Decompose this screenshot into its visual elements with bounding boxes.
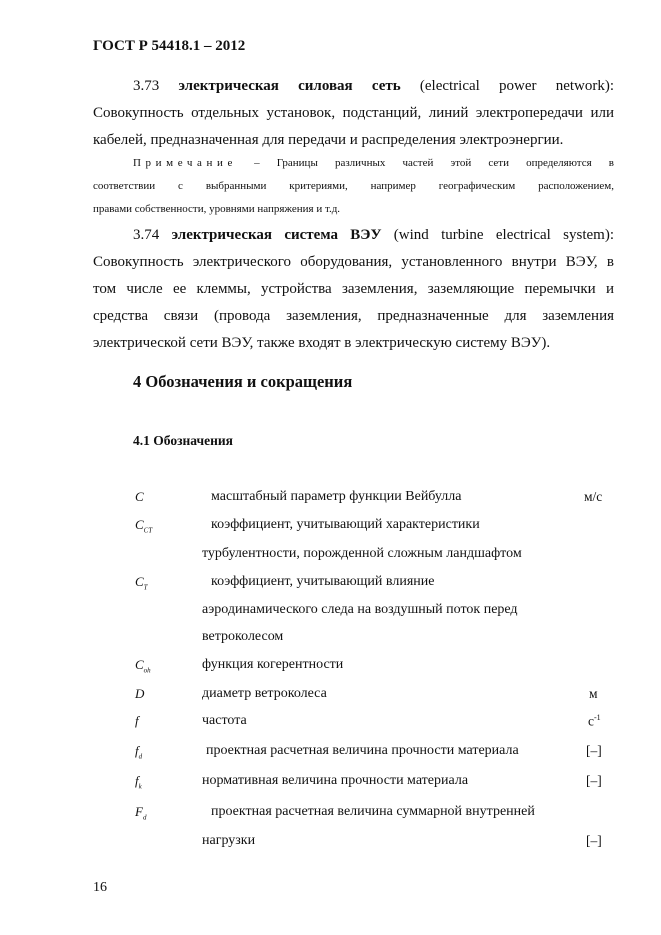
page-number: 16 xyxy=(93,880,107,895)
term-3-74-line1 xyxy=(93,222,614,249)
symbol-definition: нормативная величина прочности материала xyxy=(202,773,469,788)
term-number: 3.74 xyxy=(133,227,160,243)
symbol-definition: проектная расчетная величина прочности материала xyxy=(206,743,519,758)
note-line3: правами собственности, уровнями напряжения и т.д. xyxy=(93,203,341,215)
symbol-definition: частота xyxy=(202,713,247,728)
symbol-F-d: $F_d$ xyxy=(135,804,147,822)
symbol-definition: функция когерентности xyxy=(202,657,344,672)
symbol-unit: [–] xyxy=(586,833,602,848)
symbol-unit: м xyxy=(589,686,598,701)
symbol-C-oh: $C_{oh}$ xyxy=(135,657,151,675)
section-title: 4 Обозначения и сокращения xyxy=(133,372,353,391)
symbol-definition: диаметр ветроколеса xyxy=(202,686,327,701)
term-3-73-line3: кабелей, предназначенная для передачи и распределения электроэнергии. xyxy=(93,132,564,148)
note-label: Примечание xyxy=(133,157,237,169)
term-title: электрическая система ВЭУ xyxy=(171,227,382,243)
symbol-f: f xyxy=(135,713,139,728)
note-text: – Границы различных частей этой сети определяются в xyxy=(254,157,614,169)
term-english: (electrical power network): xyxy=(419,78,615,94)
symbol-definition: коэффициент, учитывающий характеристики xyxy=(211,517,480,532)
symbol-D: D xyxy=(135,686,145,701)
symbol-unit: [–] xyxy=(586,743,602,758)
note-line1 xyxy=(93,152,614,174)
symbol-definition: проектная расчетная величина суммарной внутренней xyxy=(211,804,535,819)
symbol-f-k: $f_k$ xyxy=(135,773,142,791)
symbol-definition: коэффициент, учитывающий влияние xyxy=(211,574,435,589)
term-3-74-line3: том числе ее клеммы, устройства заземления, заземляющие перемычки и xyxy=(93,281,614,297)
symbol-unit: [–] xyxy=(586,773,602,788)
symbol-C: C xyxy=(135,489,144,504)
symbol-f-d: $f_d$ xyxy=(135,743,143,761)
symbol-unit: $с^{-1}$ xyxy=(588,713,601,729)
term-english: (wind turbine electrical system): xyxy=(393,227,614,243)
symbol-definition-cont: аэродинамического следа на воздушный поток перед xyxy=(202,602,518,617)
symbol-definition-cont: турбулентности, порожденной сложным ландшафтом xyxy=(202,546,522,561)
term-3-73-line2: Совокупность отдельных установок, подстанций, линий электропередачи или xyxy=(93,105,614,121)
term-title: электрическая силовая сеть xyxy=(178,78,401,94)
document-header: ГОСТ Р 54418.1 – 2012 xyxy=(93,38,246,54)
term-3-74-line2: Совокупность электрического оборудования, установленного внутри ВЭУ, в xyxy=(93,254,614,270)
subsection-title: 4.1 Обозначения xyxy=(133,433,233,448)
symbol-unit: м/с xyxy=(584,489,603,504)
term-3-74-line5: электрической сети ВЭУ, также входят в электрическую систему ВЭУ). xyxy=(93,335,551,351)
term-3-73-line1 xyxy=(93,73,614,100)
symbol-definition-cont: ветроколесом xyxy=(202,629,284,644)
symbol-C-CT: $C_{CT}$ xyxy=(135,517,153,535)
term-number: 3.73 xyxy=(133,78,160,94)
term-3-74-line4: средства связи (провода заземления, предназначенные для заземления xyxy=(93,308,614,324)
symbol-definition: масштабный параметр функции Вейбулла xyxy=(211,489,462,504)
symbol-definition-cont: нагрузки xyxy=(202,833,256,848)
symbol-C-T: $C_T$ xyxy=(135,574,148,592)
note-line2: соответствии с выбранными критериями, например географическим расположением, xyxy=(93,180,614,192)
